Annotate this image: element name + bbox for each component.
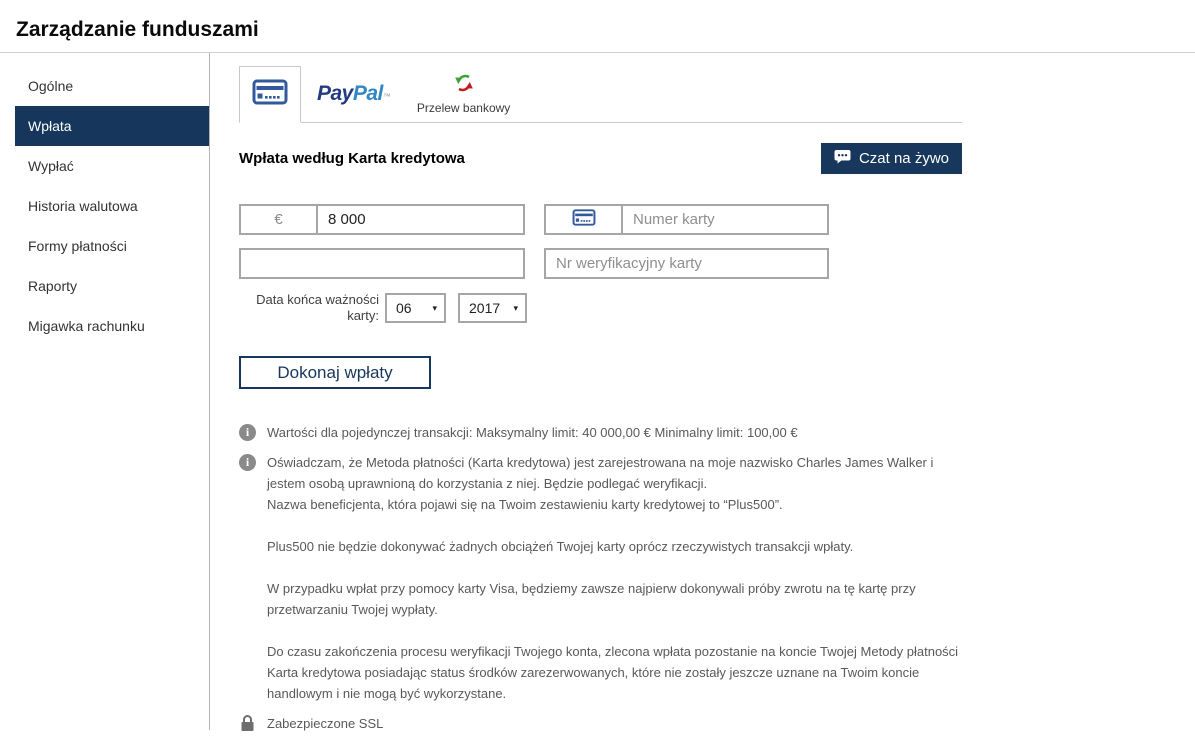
transaction-limits-note xyxy=(239,422,962,443)
ssl-note xyxy=(239,713,962,734)
card-number-input[interactable] xyxy=(623,206,827,233)
page-header xyxy=(0,0,1195,53)
sidebar-item-wyplac[interactable]: Wypłać xyxy=(28,158,74,174)
expiry-label: Data końca ważności karty: xyxy=(256,292,379,323)
lock-icon xyxy=(239,714,256,734)
paypal-trademark: ™ xyxy=(382,91,391,101)
sidebar-item-formy-platnosci[interactable]: Formy płatności xyxy=(28,238,127,254)
credit-card-icon xyxy=(252,79,288,110)
section-heading-row xyxy=(239,143,962,174)
expiry-month-value: 06 xyxy=(396,300,412,316)
cvv-input[interactable] xyxy=(546,250,827,277)
chevron-down-icon: ▾ xyxy=(513,302,518,313)
declaration-paragraph: Do czasu zakończenia procesu weryfikacji Twojego konta, zlecona wpłata pozostanie na koncie Twojej Metody płatności Karta kredytowa posiadając status środków zarezerwowanych, które nie zostały jeszcze uznane na Twoim koncie handlowym i nie mogą być wykorzystane. xyxy=(267,644,959,701)
amount-input[interactable] xyxy=(318,206,523,233)
notes-section xyxy=(239,422,962,734)
page-title: Zarządzanie funduszami xyxy=(16,18,259,41)
card-number-prefix xyxy=(546,206,623,233)
sidebar-item-wplata[interactable]: Wpłata xyxy=(15,106,209,146)
sidebar-item-raporty[interactable]: Raporty xyxy=(28,278,78,294)
bank-transfer-label: Przelew bankowy xyxy=(416,101,511,115)
expiry-year-select[interactable] xyxy=(458,293,527,323)
live-chat-button[interactable] xyxy=(821,143,962,174)
declaration-paragraph: Plus500 nie będzie dokonywać żadnych obciążeń Twojej karty oprócz rzeczywistych transakcji wpłaty. xyxy=(267,539,854,554)
cvv-field xyxy=(544,248,829,279)
paypal-logo: PayPal xyxy=(317,82,383,105)
info-icon xyxy=(239,424,256,441)
ssl-text: Zabezpieczone SSL xyxy=(267,716,384,731)
card-number-field xyxy=(544,204,829,235)
section-title: Wpłata według Karta kredytowa xyxy=(239,150,465,167)
live-chat-label: Czat na żywo xyxy=(858,150,949,167)
tab-credit-card[interactable] xyxy=(239,66,301,123)
secondary-amount-input[interactable] xyxy=(241,250,523,277)
content-area xyxy=(0,53,1195,743)
sidebar-item-historia-walutowa[interactable]: Historia walutowa xyxy=(28,198,138,214)
sidebar-item-migawka-rachunku[interactable]: Migawka rachunku xyxy=(28,318,145,334)
transaction-limits-text: Wartości dla pojedynczej transakcji: Maksymalny limit: 40 000,00 € Minimalny limit: 100,00 € xyxy=(267,425,798,440)
info-icon xyxy=(239,454,256,471)
declaration-paragraph: W przypadku wpłat przy pomocy karty Visa, będziemy zawsze najpierw dokonywali próby zwrotu na tę kartę przy przetwarzaniu Twojej wypłaty. xyxy=(267,581,916,617)
tab-bank-transfer[interactable] xyxy=(409,66,518,122)
credit-card-icon xyxy=(572,209,596,230)
chat-bubble-icon xyxy=(834,149,851,168)
expiry-row xyxy=(239,292,962,324)
declaration-note xyxy=(239,452,962,704)
chevron-down-icon: ▾ xyxy=(432,302,437,313)
declaration-paragraph: Nazwa beneficjenta, która pojawi się na Twoim zestawieniu karty kredytowej to “Plus500”. xyxy=(267,497,783,512)
bank-transfer-icon xyxy=(454,73,474,98)
payment-method-tabs xyxy=(239,66,962,123)
main-panel xyxy=(239,53,962,743)
sidebar xyxy=(0,53,210,730)
secondary-amount-field xyxy=(239,248,525,279)
amount-field xyxy=(239,204,525,235)
currency-symbol: € xyxy=(241,206,318,233)
deposit-form xyxy=(239,204,962,279)
expiry-month-select[interactable] xyxy=(385,293,446,323)
deposit-submit-button[interactable]: Dokonaj wpłaty xyxy=(239,356,431,389)
tab-paypal[interactable] xyxy=(301,66,409,122)
expiry-year-value: 2017 xyxy=(469,300,501,316)
sidebar-item-ogolne[interactable]: Ogólne xyxy=(28,78,74,94)
declaration-paragraph: Oświadczam, że Metoda płatności (Karta kredytowa) jest zarejestrowana na moje nazwisko Charles James Walker i jestem osobą uprawnioną do korzystania z niej. Będzie podlegać weryfikacji. xyxy=(267,455,934,491)
